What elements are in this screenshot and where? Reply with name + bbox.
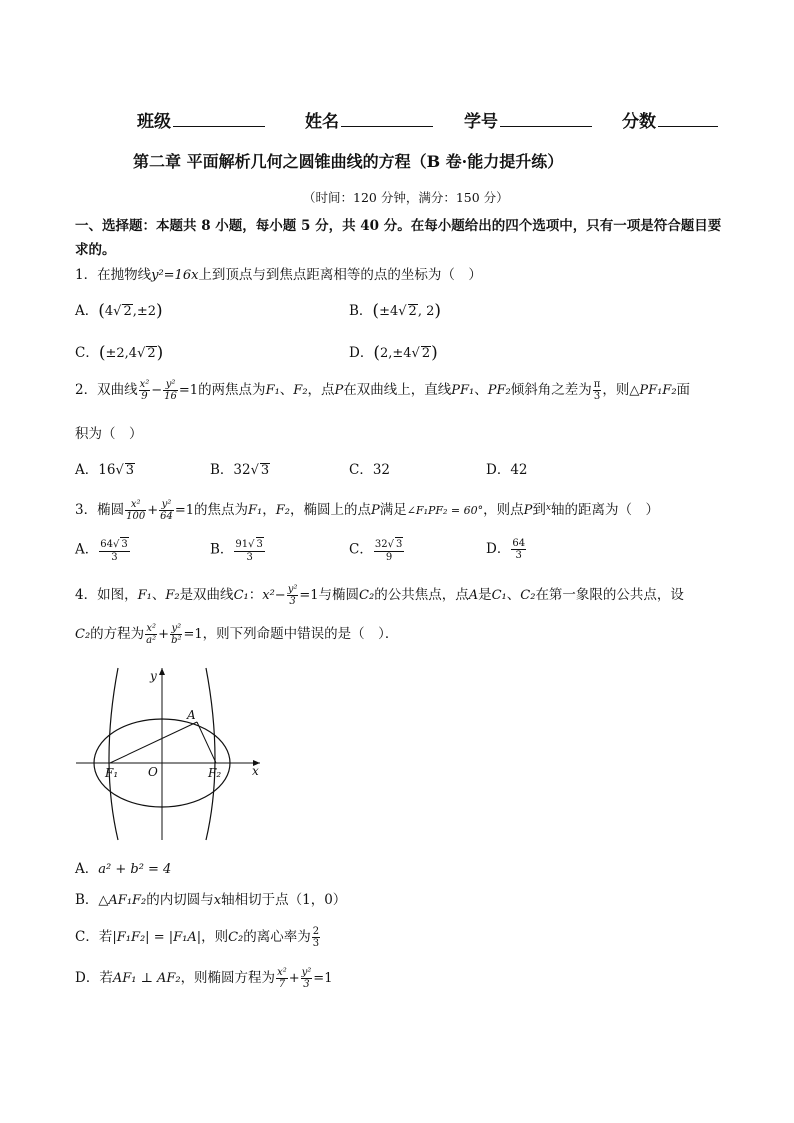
q1-prefix: 1．在抛物线	[75, 267, 152, 283]
name-blank[interactable]	[341, 124, 433, 127]
name-field	[305, 107, 433, 132]
y-axis-arrow	[159, 668, 165, 675]
option-part: 2,±4	[379, 346, 412, 361]
fraction: $\frac{\pi}{3}$	[593, 379, 601, 402]
option-part: ±2,4	[105, 346, 138, 361]
section-heading-line2: 求的。	[75, 242, 116, 258]
class-blank[interactable]	[173, 124, 265, 127]
q3-option-d[interactable]: D． $\frac{64}{3}$	[486, 538, 526, 561]
q1-equation: y²=16x	[151, 268, 199, 283]
focus-f2-label: F₂	[208, 766, 222, 780]
option-label: C．	[75, 345, 99, 361]
y-axis-label: y	[150, 669, 157, 683]
fraction: $\frac{\text{y²}}{64}$	[160, 499, 173, 522]
option-part: , 2	[417, 304, 435, 319]
q1-suffix: 上到顶点与到焦点距离相等的点的坐标为（ ）	[198, 267, 482, 283]
q3-option-b[interactable]: B． $\frac{91√ 3}{3}$	[210, 539, 263, 563]
hyperbola-right-branch	[206, 668, 215, 840]
q2-prefix: 2．双曲线	[75, 382, 138, 398]
q3-option-a[interactable]: A． $\frac{64√ 3}{3}$	[75, 539, 128, 563]
id-blank[interactable]	[500, 124, 592, 127]
score-label: 分数	[622, 112, 656, 132]
q1-option-b[interactable]: B．(±4√ 2, 2)	[349, 301, 441, 321]
option-part: ,±2	[132, 304, 157, 319]
conic-figure	[70, 664, 270, 844]
q2-option-d[interactable]: D．42	[486, 462, 528, 478]
fraction: $\frac{91√ 3}{3}$	[235, 539, 263, 563]
q1-option-d[interactable]: D．(2,±4√ 2)	[349, 343, 438, 363]
fraction: $\frac{\text{y²}}{\text{b²}}$	[171, 623, 182, 646]
fraction: $\frac{\text{x²}}{100}$	[126, 499, 146, 522]
id-label: 学号	[464, 112, 498, 132]
origin-label: O	[148, 765, 158, 779]
segment-af1	[110, 722, 197, 763]
option-label: B．	[349, 303, 373, 319]
id-field	[464, 107, 592, 132]
question-3: 3．椭圆 $\frac{\text{x²}}{100}$ + $\frac{\text{y²}}{64}$ =1的焦点为F₁，F₂，椭圆上的点P满足∠F₁PF₂ = 60°，则点P到$^x$轴的距离为（ ）	[75, 499, 659, 522]
q4-option-d[interactable]: D．若AF₁ ⊥ AF₂，则椭圆方程为 $\frac{\text{x²}}{7}$ + $\frac{\text{y²}}{3}$ =1	[75, 967, 333, 990]
hyperbola-left-branch	[109, 668, 118, 840]
q2-option-a[interactable]: A．16√ 3	[75, 462, 135, 478]
fraction: $\frac{2}{3}$	[312, 926, 320, 949]
segment-af2	[197, 722, 216, 763]
fraction: $\frac{64√ 3}{3}$	[100, 539, 128, 563]
point-a-label: A	[187, 708, 196, 722]
q4-line2: C₂的方程为 $\frac{\text{x²}}{\text{a²}}$ + $\frac{\text{y²}}{\text{b²}}$ =1，则下列命题中错误的是（ ）．	[75, 623, 399, 646]
sqrt-radicand: 2	[421, 346, 431, 361]
fraction: $\frac{\text{x²}}{\text{a²}}$	[146, 623, 157, 646]
question-1	[75, 263, 482, 283]
q3-option-c[interactable]: C． $\frac{32√ 3}{9}$	[349, 539, 403, 563]
page-title: 第二章 平面解析几何之圆锥曲线的方程（B 卷·能力提升练）	[133, 152, 564, 171]
score-blank[interactable]	[658, 124, 718, 127]
q2-option-c[interactable]: C．32	[349, 462, 391, 478]
q1-option-c[interactable]: C．(±2,4√ 2)	[75, 343, 164, 363]
option-label: D．	[349, 345, 374, 361]
sqrt-radicand: 2	[147, 346, 156, 361]
option-part: 4	[104, 304, 114, 319]
q2-option-b[interactable]: B．32√ 3	[210, 462, 270, 478]
option-label: A．	[75, 303, 99, 319]
sqrt-radicand: 2	[123, 304, 132, 319]
question-4: 4．如图，F₁、F₂是双曲线C₁：x²− $\frac{\text{y²}}{3}$ =1与椭圆C₂的公共焦点，点A是C₁、C₂在第一象限的公共点，设	[75, 584, 684, 607]
option-part: ±4	[379, 304, 399, 319]
fraction: $\frac{\text{y²}}{3}$	[287, 584, 298, 607]
fraction: $\frac{\text{y²}}{16}$	[164, 379, 177, 402]
q4-option-c[interactable]: C．若|F₁F₂| = |F₁A|，则C₂的离心率为 $\frac{2}{3}$	[75, 926, 320, 949]
fraction: $\frac{64}{3}$	[512, 538, 526, 561]
question-2: 2．双曲线 $\frac{\text{x²}}{9}$ − $\frac{\text{y²}}{16}$ =1的两焦点为F₁、F₂，点P在双曲线上，直线PF₁、PF₂倾斜角之差为 $\frac{\pi}{3}$ ，则△PF₁F₂面	[75, 379, 691, 402]
score-field	[622, 107, 718, 132]
fraction: $\frac{\text{x²}}{7}$	[277, 967, 287, 990]
q4-option-b[interactable]: B．△AF₁F₂的内切圆与x轴相切于点（1，0）	[75, 892, 347, 908]
name-label: 姓名	[305, 112, 339, 132]
fraction: $\frac{32√ 3}{9}$	[374, 539, 403, 563]
focus-f1-label: F₁	[105, 766, 119, 780]
q1-option-a[interactable]: A．(4√ 2,±2)	[75, 301, 163, 321]
fraction: $\frac{\text{x²}}{9}$	[139, 379, 150, 402]
x-axis-label: x	[252, 764, 259, 778]
fraction: $\frac{\text{y²}}{3}$	[301, 967, 312, 990]
class-field	[137, 107, 265, 132]
sqrt-radicand: 2	[408, 304, 417, 319]
section-heading-line1: 一、选择题：本题共 8 小题，每小题 5 分，共 40 分。在每小题给出的四个选项中，只有一项是符合题目要	[75, 218, 722, 234]
q2-line2: 积为（ ）	[75, 426, 143, 442]
page-subtitle: （时间：120 分钟，满分：150 分）	[303, 190, 509, 205]
q4-option-a[interactable]: A．a² + b² = 4	[75, 861, 172, 877]
class-label: 班级	[137, 112, 171, 132]
